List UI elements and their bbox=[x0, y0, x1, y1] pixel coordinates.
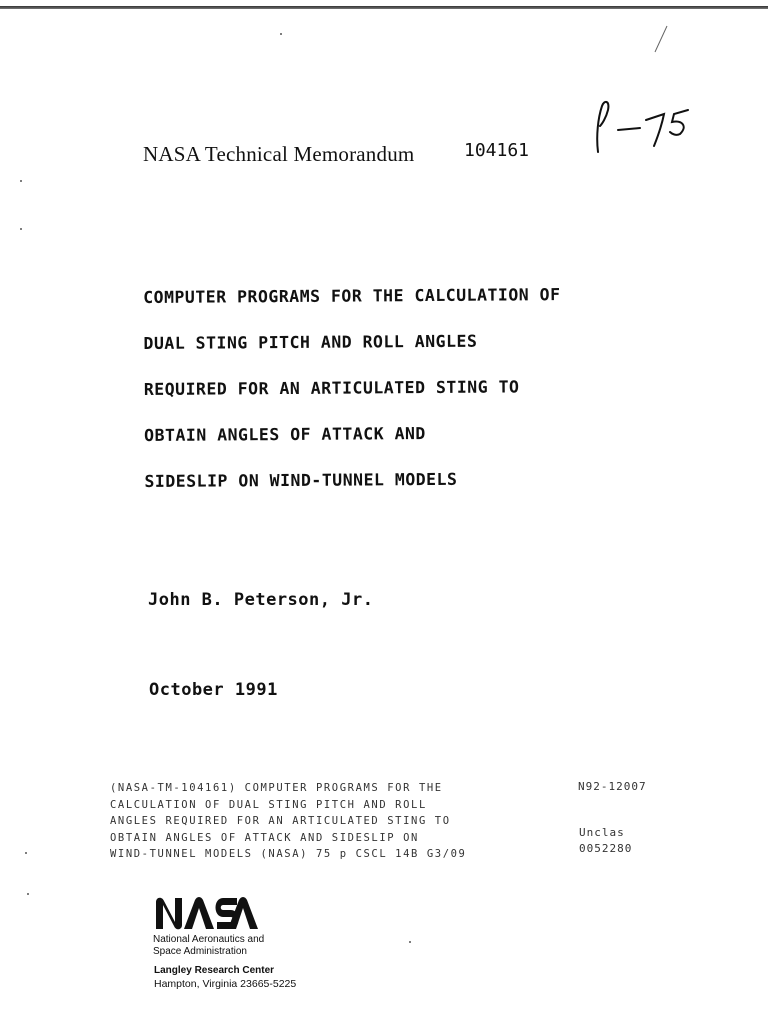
scan-speck bbox=[27, 893, 29, 895]
scan-speck bbox=[20, 228, 22, 230]
scan-speck bbox=[280, 33, 282, 35]
citation-line: OBTAIN ANGLES OF ATTACK AND SIDESLIP ON bbox=[110, 831, 419, 844]
document-title bbox=[143, 272, 562, 505]
citation-line: (NASA-TM-104161) COMPUTER PROGRAMS FOR THE bbox=[110, 782, 443, 794]
citation-line: ANGLES REQUIRED FOR AN ARTICULATED STING TO bbox=[110, 815, 451, 827]
nasa-logo bbox=[153, 896, 259, 930]
handwritten-page-note bbox=[592, 96, 702, 160]
serial-number: 0052280 bbox=[579, 842, 633, 855]
citation-line: CALCULATION OF DUAL STING PITCH AND ROLL bbox=[110, 798, 427, 811]
title-line: SIDESLIP ON WIND-TUNNEL MODELS bbox=[144, 469, 458, 491]
publication-date: October 1991 bbox=[149, 680, 278, 700]
agency-name bbox=[153, 934, 264, 958]
title-line: DUAL STING PITCH AND ROLL ANGLES bbox=[143, 331, 478, 353]
citation-line: WIND-TUNNEL MODELS (NASA) 75 p CSCL 14B G3/09 bbox=[110, 848, 467, 860]
classification-label: Unclas bbox=[579, 826, 625, 839]
memo-series: NASA Technical Memorandum bbox=[143, 142, 415, 166]
title-line: OBTAIN ANGLES OF ATTACK AND bbox=[144, 424, 426, 445]
scan-speck bbox=[409, 941, 411, 943]
agency-line: National Aeronautics and bbox=[153, 934, 265, 945]
title-line: REQUIRED FOR AN ARTICULATED STING TO bbox=[143, 377, 520, 399]
agency-line: Space Administration bbox=[153, 946, 247, 957]
research-center-address: Hampton, Virginia 23665-5225 bbox=[154, 978, 297, 990]
scan-speck bbox=[25, 852, 27, 854]
research-center-name: Langley Research Center bbox=[154, 965, 275, 976]
report-id: N92-12007 bbox=[578, 780, 647, 793]
memo-number: 104161 bbox=[464, 140, 530, 161]
scan-mark bbox=[645, 22, 675, 56]
title-line: COMPUTER PROGRAMS FOR THE CALCULATION OF bbox=[143, 285, 561, 307]
author-name: John B. Peterson, Jr. bbox=[148, 590, 374, 610]
scan-speck bbox=[20, 180, 22, 182]
scan-top-rule bbox=[0, 6, 768, 9]
accession-citation bbox=[110, 780, 466, 863]
